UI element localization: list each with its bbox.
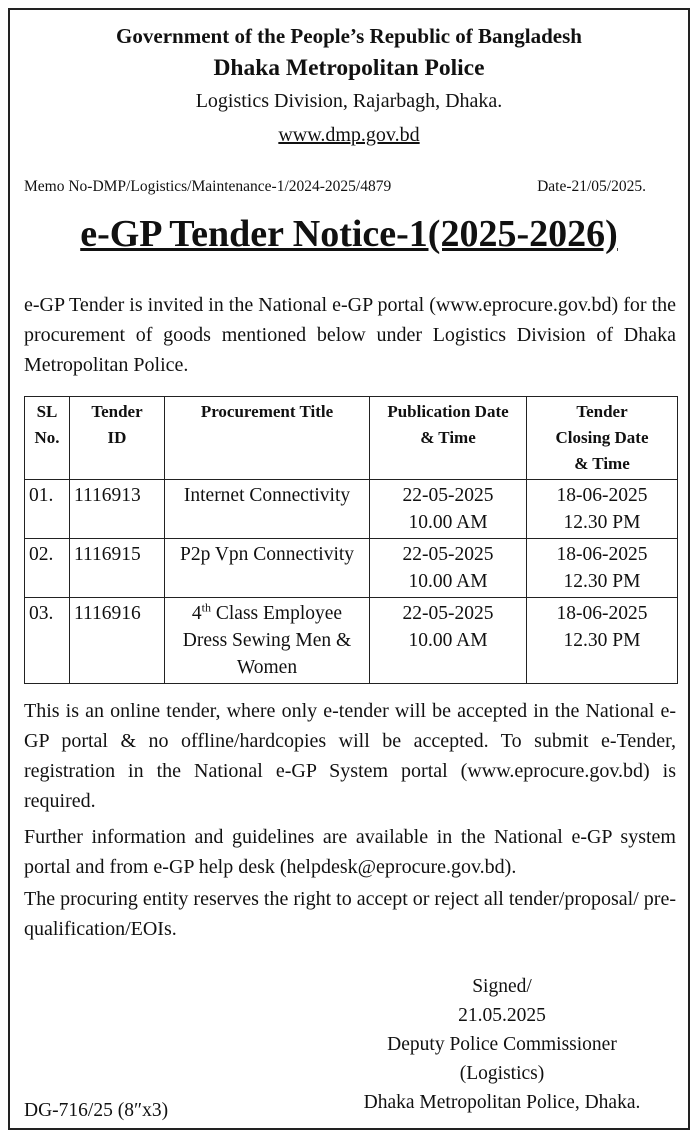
division-address: Logistics Division, Rajarbagh, Dhaka. xyxy=(195,90,503,112)
header-publication-date: Publication Date & Time xyxy=(370,397,527,480)
tender-notice-page xyxy=(8,8,690,1130)
memo-date: Date-21/05/2025. xyxy=(537,178,646,195)
website-link[interactable]: www.dmp.gov.bd xyxy=(278,124,420,146)
signed-label: Signed/ xyxy=(472,976,532,997)
table-row xyxy=(25,539,678,598)
row-closing: 18-06-2025 12.30 PM xyxy=(527,480,678,539)
signed-date: 21.05.2025 xyxy=(458,1005,546,1026)
row-sl: 03. xyxy=(25,598,70,684)
website-line xyxy=(10,124,688,147)
row-title: Internet Connectivity xyxy=(165,480,370,539)
row-sl: 01. xyxy=(25,480,70,539)
memo-number: Memo No-DMP/Logistics/Maintenance-1/2024-2025/4879 xyxy=(24,178,392,195)
rights-paragraph: The procuring entity reserves the right to accept or reject all tender/proposal/ pre-qualification/EOIs. xyxy=(24,888,676,940)
signatory-organization: Dhaka Metropolitan Police, Dhaka. xyxy=(363,1092,641,1113)
row-publication: 22-05-2025 10.00 AM xyxy=(370,598,527,684)
header-sl: SL No. xyxy=(25,397,70,480)
row-closing: 18-06-2025 12.30 PM xyxy=(527,598,678,684)
header-closing-date: Tender Closing Date & Time xyxy=(527,397,678,480)
signature-block xyxy=(352,972,652,1117)
row-closing: 18-06-2025 12.30 PM xyxy=(527,539,678,598)
table-row xyxy=(25,480,678,539)
table-row xyxy=(25,598,678,684)
header-tender-id: Tender ID xyxy=(70,397,165,480)
government-heading: Government of the People’s Republic of Bangladesh xyxy=(116,24,582,48)
row-tender-id: 1116915 xyxy=(70,539,165,598)
signatory-designation: Deputy Police Commissioner xyxy=(387,1034,617,1055)
header-procurement-title: Procurement Title xyxy=(165,397,370,480)
intro-paragraph: e-GP Tender is invited in the National e-GP portal (www.eprocure.gov.bd) for the procurement of goods mentioned below under Logistics Division of Dhaka Metropolitan Police. xyxy=(24,294,676,376)
table-header-row xyxy=(25,397,678,480)
tender-table xyxy=(24,396,678,684)
row-title: 4th Class Employee Dress Sewing Men & Women xyxy=(165,598,370,684)
signatory-unit: (Logistics) xyxy=(459,1063,545,1084)
footer-code: DG-716/25 (8″x3) xyxy=(24,1100,169,1121)
page-title-text: e-GP Tender Notice-1(2025-2026) xyxy=(80,213,618,255)
further-info-paragraph: Further information and guidelines are available in the National e-GP system portal and from e-GP help desk (helpdesk@eprocure.gov.bd). xyxy=(24,826,676,878)
row-title: P2p Vpn Connectivity xyxy=(165,539,370,598)
page-title xyxy=(10,212,688,256)
row-tender-id: 1116913 xyxy=(70,480,165,539)
row-tender-id: 1116916 xyxy=(70,598,165,684)
row-publication: 22-05-2025 10.00 AM xyxy=(370,480,527,539)
organization-heading: Dhaka Metropolitan Police xyxy=(213,55,485,81)
row-sl: 02. xyxy=(25,539,70,598)
row-publication: 22-05-2025 10.00 AM xyxy=(370,539,527,598)
online-tender-paragraph: This is an online tender, where only e-tender will be accepted in the National e-GP portal & no offline/hardcopies will be accepted. To submit e-Tender, registration in the National e-GP System portal (www.eprocure.gov.bd) is required. xyxy=(24,700,676,812)
